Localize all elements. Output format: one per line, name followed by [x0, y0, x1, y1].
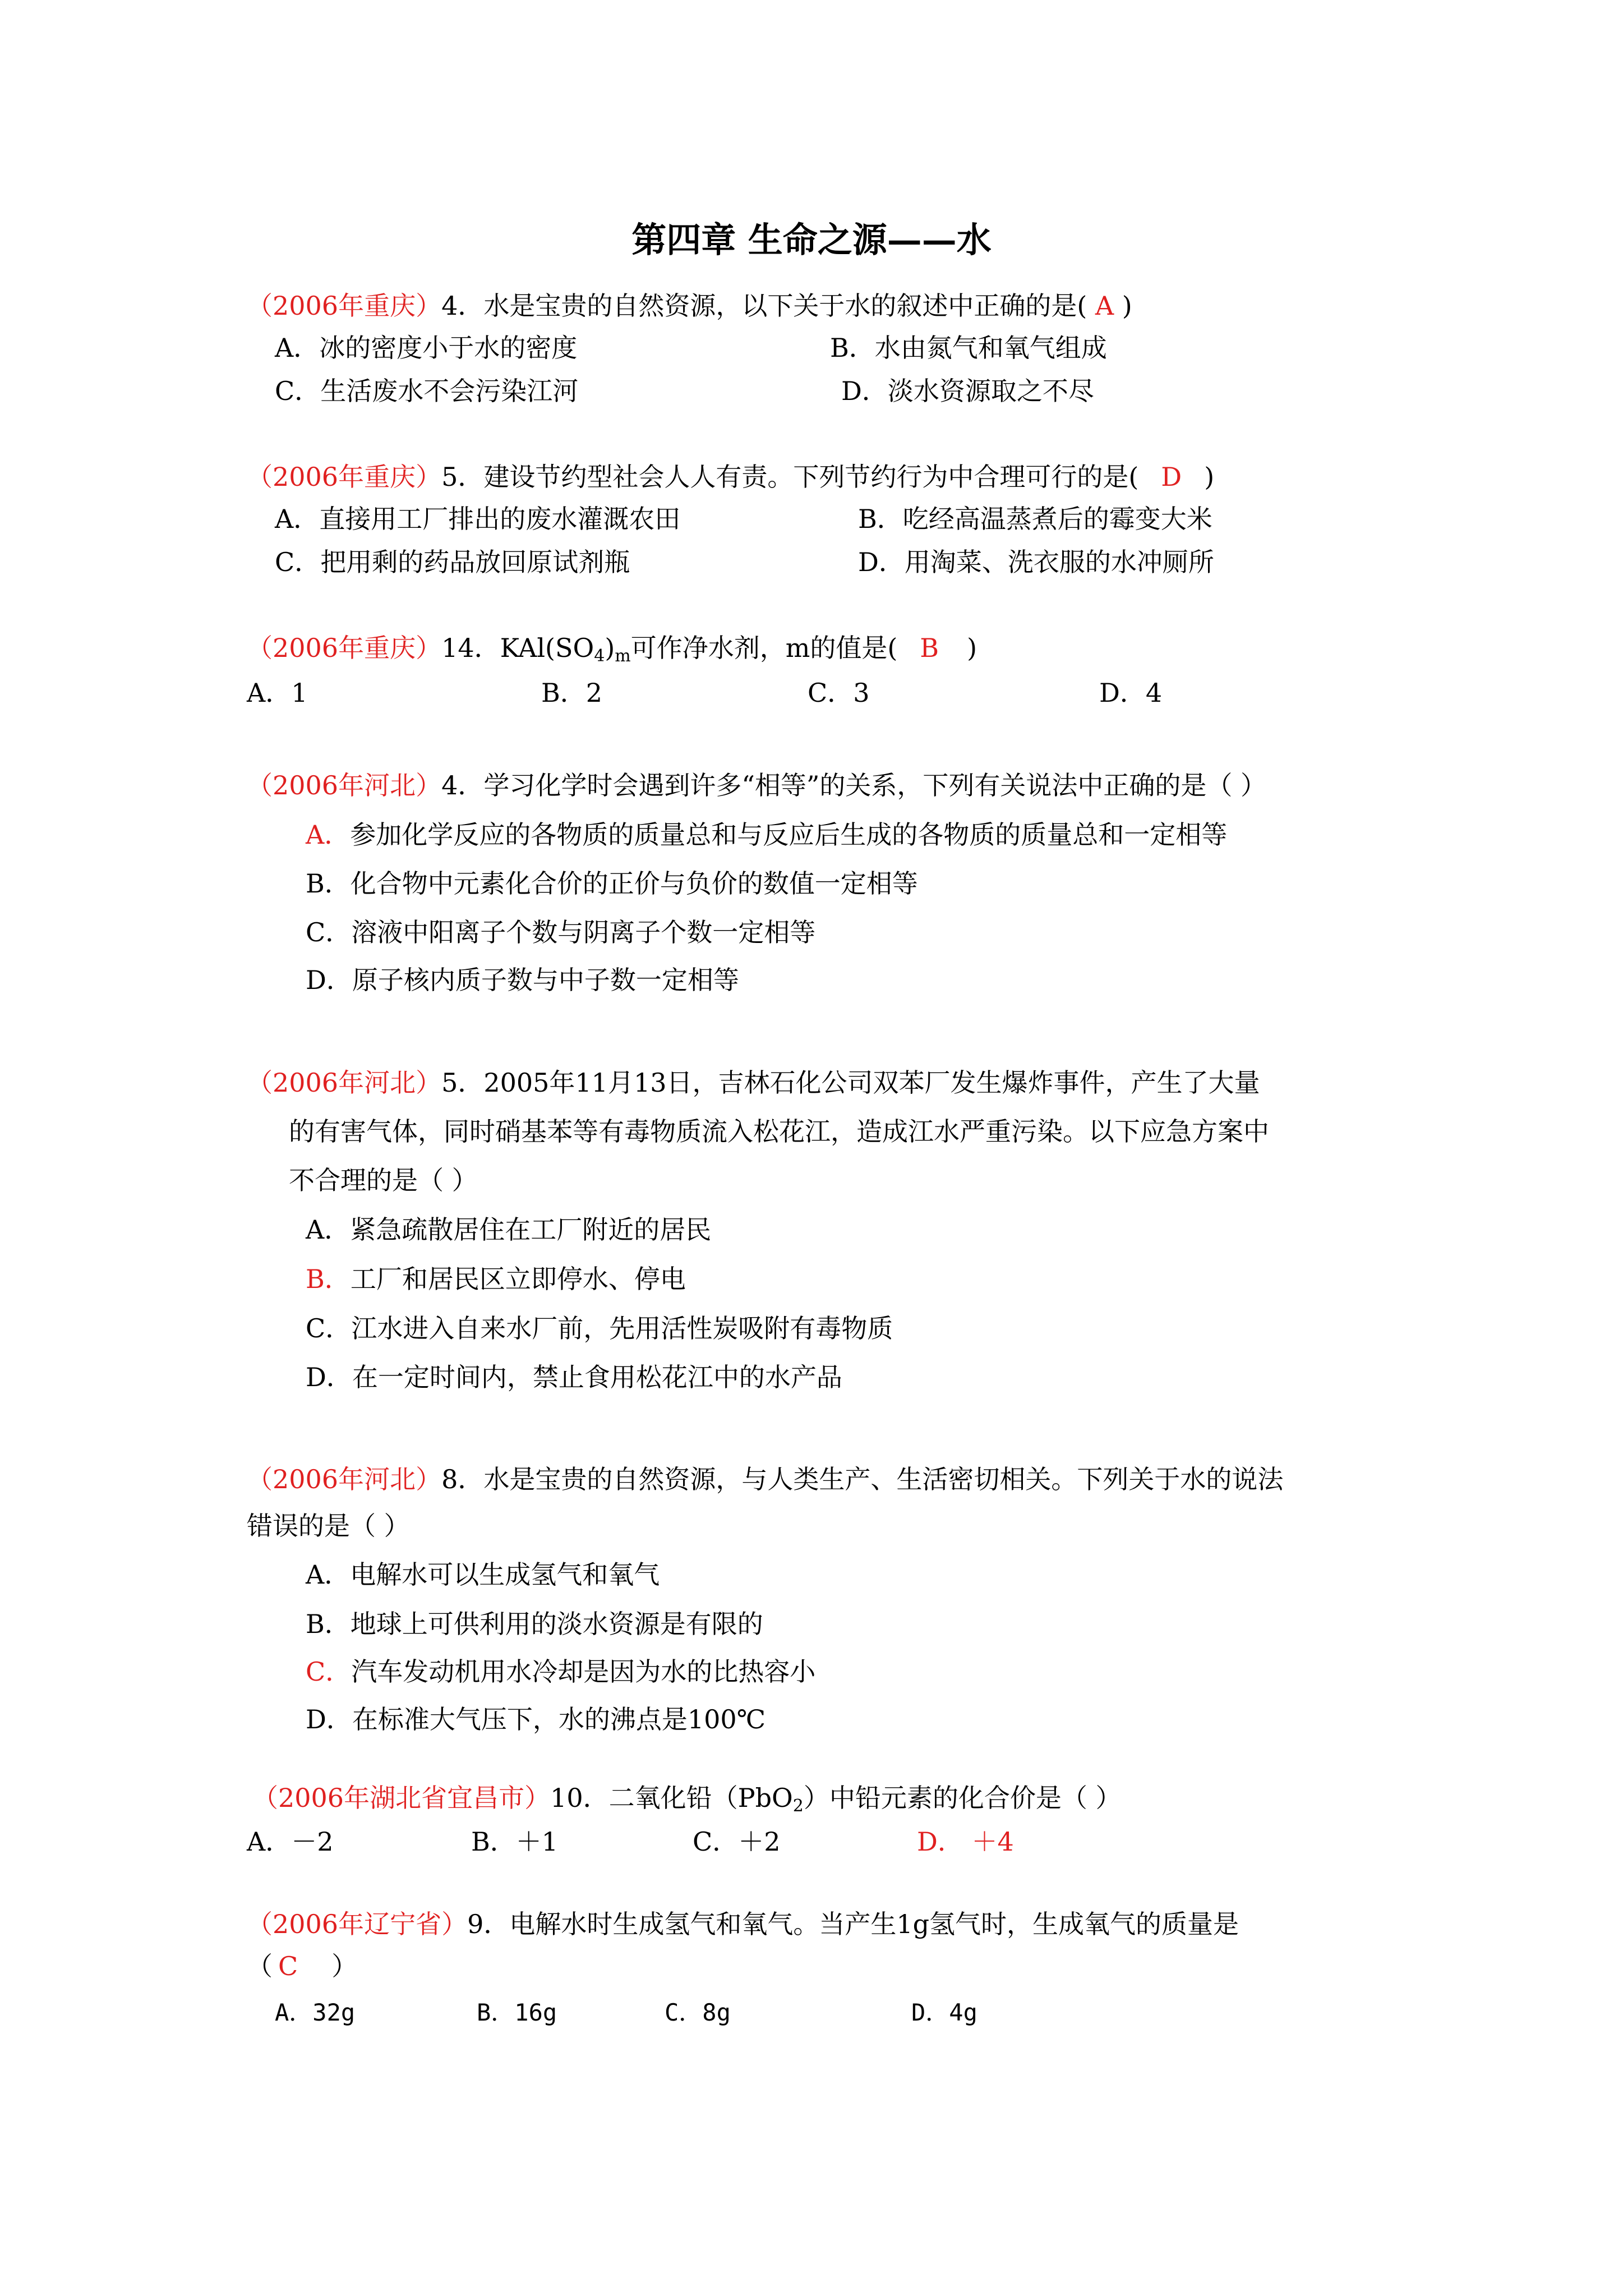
question-8-option-d: D．4g: [911, 1999, 978, 2026]
question-8-stem-line-2: （ C ）: [247, 1951, 358, 1981]
question-5-option-b: B．工厂和居民区立即停水、停电: [306, 1264, 686, 1294]
question-1-option-d: D．淡水资源取之不尽: [841, 376, 1094, 406]
question-8-option-c: C．8g: [665, 1999, 731, 2026]
question-2-option-c: C．把用剩的药品放回原试剂瓶: [275, 547, 630, 577]
question-4-stem: （2006年河北）4．学习化学时会遇到许多“相等”的关系，下列有关说法中正确的是（ ）: [247, 770, 1266, 800]
question-6-source: （2006年河北）: [247, 1464, 442, 1494]
question-6-option-d: D．在标准大气压下，水的沸点是100℃: [306, 1704, 766, 1734]
question-8-stem-line-1: （2006年辽宁省）9．电解水时生成氢气和氧气。当产生1g氢气时，生成氧气的质量是: [247, 1909, 1239, 1939]
question-6-stem-line-2: 错误的是（ ）: [247, 1511, 410, 1541]
question-1-option-c: C．生活废水不会污染江河: [275, 376, 579, 406]
question-5-stem-line-3: 不合理的是（ ）: [289, 1165, 478, 1195]
question-2-stem: （2006年重庆）5．建设节约型社会人人有责。下列节约行为中合理可行的是( D ): [247, 462, 1215, 492]
question-8-source: （2006年辽宁省）: [247, 1909, 468, 1939]
question-7-source: （2006年湖北省宜昌市）: [252, 1783, 551, 1813]
question-2-option-d: D．用淘菜、洗衣服的水冲厕所: [858, 547, 1214, 577]
question-4-option-d: D．原子核内质子数与中子数一定相等: [306, 965, 739, 995]
question-7-option-d: D． ＋4: [917, 1826, 1014, 1857]
question-2-option-b: B．吃经高温蒸煮后的霉变大米: [858, 504, 1212, 534]
question-6-option-c: C．汽车发动机用水冷却是因为水的比热容小: [306, 1657, 816, 1687]
question-7-option-b: B．＋1: [471, 1826, 559, 1857]
question-6-answer: C．: [306, 1657, 352, 1687]
question-5-option-a: A．紧急疏散居住在工厂附近的居民: [306, 1214, 712, 1245]
question-4-source: （2006年河北）: [247, 770, 442, 800]
question-2-answer: D: [1161, 462, 1182, 492]
question-1-stem: （2006年重庆）4．水是宝贵的自然资源，以下关于水的叙述中正确的是( A ): [247, 291, 1132, 321]
question-5-option-c: C．江水进入自来水厂前，先用活性炭吸附有毒物质: [306, 1313, 893, 1343]
question-3-answer: B: [920, 633, 939, 663]
question-2-source: （2006年重庆）: [247, 462, 442, 492]
question-5-source: （2006年河北）: [247, 1068, 442, 1098]
question-4-option-b: B．化合物中元素化合价的正价与负价的数值一定相等: [306, 868, 918, 899]
question-3-source: （2006年重庆）: [247, 633, 442, 663]
question-5-stem-line-2: 的有害气体，同时硝基苯等有毒物质流入松花江，造成江水严重污染。以下应急方案中: [289, 1116, 1269, 1147]
question-1-option-b: B．水由氮气和氧气组成: [830, 333, 1107, 363]
question-2-option-a: A．直接用工厂排出的废水灌溉农田: [275, 504, 681, 534]
question-3-option-d: D．4: [1099, 678, 1163, 708]
question-7-stem: （2006年湖北省宜昌市）10．二氧化铅（PbO$_2$）中铅元素的化合价是（ ）: [252, 1783, 1122, 1816]
chapter-title: 第四章 生命之源——水: [631, 219, 992, 260]
question-1-source: （2006年重庆）: [247, 291, 442, 321]
question-8-option-b: B．16g: [477, 1999, 557, 2026]
question-6-option-b: B．地球上可供利用的淡水资源是有限的: [306, 1609, 763, 1639]
question-1-answer: A: [1087, 291, 1122, 321]
question-6-stem-line-1: （2006年河北）8．水是宝贵的自然资源，与人类生产、生活密切相关。下列关于水的说法: [247, 1464, 1284, 1494]
question-3-option-c: C．3: [808, 678, 870, 708]
question-5-option-d: D．在一定时间内，禁止食用松花江中的水产品: [306, 1362, 842, 1392]
question-4-option-c: C．溶液中阳离子个数与阴离子个数一定相等: [306, 917, 816, 947]
question-4-option-a: A．参加化学反应的各物质的质量总和与反应后生成的各物质的质量总和一定相等: [306, 820, 1228, 850]
question-5-answer: B．: [306, 1264, 351, 1294]
question-4-answer: A．: [306, 820, 351, 850]
question-7-option-c: C．＋2: [693, 1826, 781, 1857]
question-3-option-b: B．2: [541, 678, 603, 708]
question-6-option-a: A．电解水可以生成氢气和氧气: [306, 1559, 660, 1590]
question-7-option-a: A．－2: [247, 1826, 334, 1857]
question-3-option-a: A．1: [247, 678, 308, 708]
question-3-stem: （2006年重庆）14．$KAl(SO_4)_m$可作净水剂，m的值是( B ): [247, 633, 978, 666]
question-8-answer: C: [278, 1951, 298, 1981]
question-5-stem-line-1: （2006年河北）5．2005年11月13日，吉林石化公司双苯厂发生爆炸事件，产生了大量: [247, 1068, 1260, 1098]
question-1-option-a: A．冰的密度小于水的密度: [275, 333, 578, 363]
question-8-option-a: A．32g: [275, 1999, 356, 2026]
